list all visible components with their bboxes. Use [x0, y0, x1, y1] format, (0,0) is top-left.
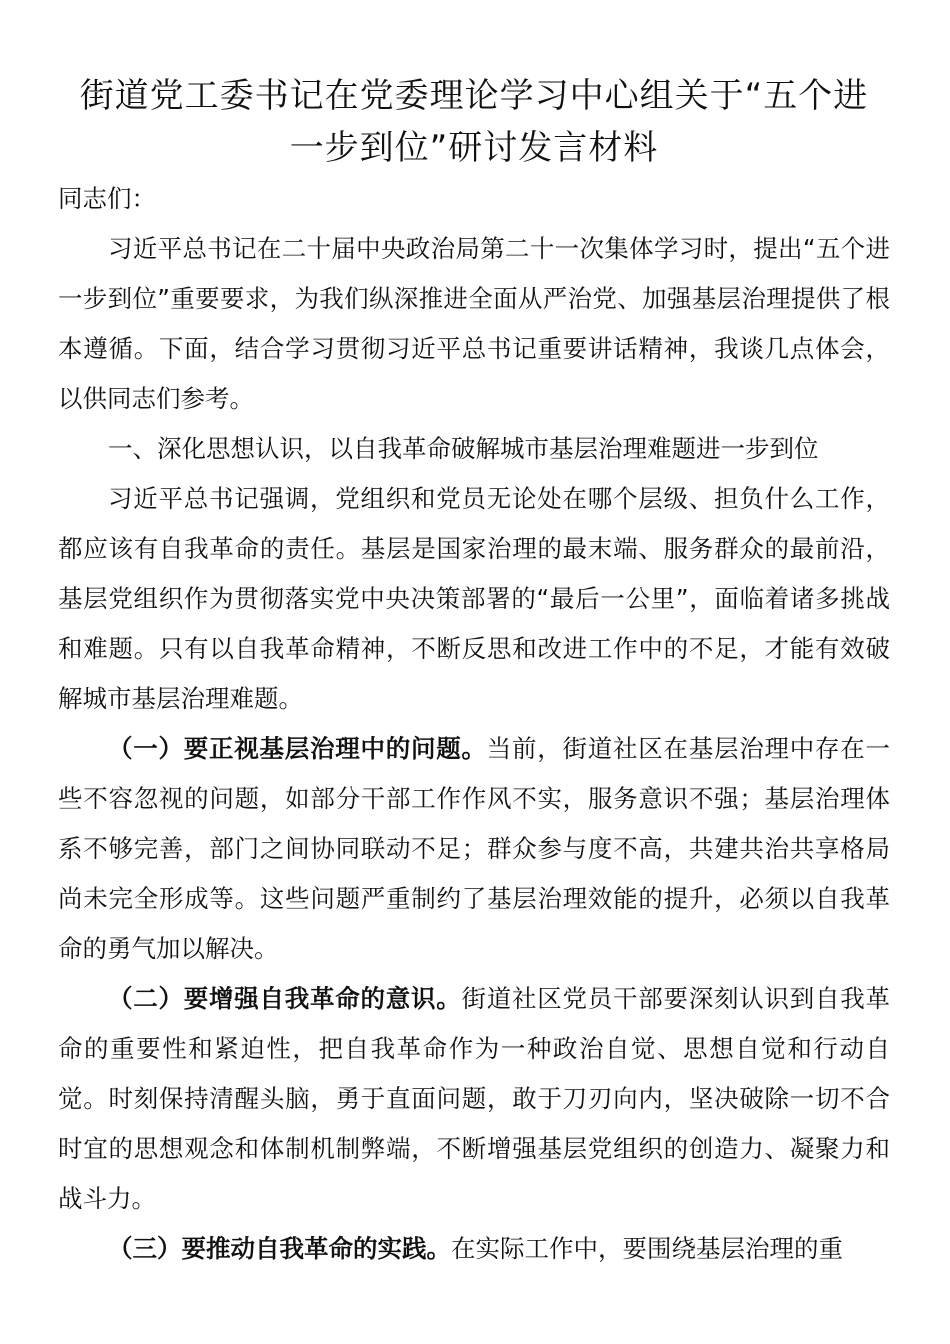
document-body: [58, 174, 890, 1274]
salutation: 同志们：: [58, 184, 156, 213]
section-heading-1: 一、深化思想认识，以自我革命破解城市基层治理难题进一步到位: [108, 434, 819, 463]
subsection-2-text: 街道社区党员干部要深刻认识到自我革命的重要性和紧迫性，把自我革命作为一种政治自觉、思想自觉和行动自觉。时刻保持清醒头脑，勇于直面问题，敢于刀刃向内，坚决破除一切不合时宜的思想观念和体制机制弊端，不断增强基层党组织的创造力、凝聚力和战斗力。: [58, 984, 890, 1213]
title-line-2: 一步到位”研讨发言材料: [289, 128, 659, 168]
section-1-paragraph: 习近平总书记强调，党组织和党员无论处在哪个层级、担负什么工作，都应该有自我革命的责任。基层是国家治理的最末端、服务群众的最前沿，基层党组织作为贯彻落实党中央决策部署的“最后一公里”，面临着诸多挑战和难题。只有以自我革命精神，不断反思和改进工作中的不足，才能有效破解城市基层治理难题。: [58, 484, 890, 713]
subsection-2-lead: （二）要增强自我革命的意识。: [108, 984, 462, 1013]
intro-paragraph: 习近平总书记在二十届中央政治局第二十一次集体学习时，提出“五个进一步到位”重要要求，为我们纵深推进全面从严治党、加强基层治理提供了根本遵循。下面，结合学习贯彻习近平总书记重要讲话精神，我谈几点体会，以供同志们参考。: [58, 234, 890, 413]
title-line-1: 街道党工委书记在党委理论学习中心组关于“五个进: [79, 76, 869, 116]
subsection-1-paragraph: [58, 724, 890, 974]
subsection-2-paragraph: [58, 974, 890, 1224]
document-title: [58, 70, 890, 174]
subsection-3-lead: （三）要推动自我革命的实践。: [108, 1234, 451, 1263]
subsection-3-paragraph: [58, 1224, 890, 1274]
subsection-3-text: 在实际工作中，要围绕基层治理的重: [451, 1234, 843, 1263]
subsection-1-lead: （一）要正视基层治理中的问题。: [108, 734, 487, 763]
subsection-1-text: 当前，街道社区在基层治理中存在一些不容忽视的问题，如部分干部工作作风不实，服务意识不强；基层治理体系不够完善，部门之间协同联动不足；群众参与度不高，共建共治共享格局尚未完全形成等。这些问题严重制约了基层治理效能的提升，必须以自我革命的勇气加以解决。: [58, 734, 890, 963]
